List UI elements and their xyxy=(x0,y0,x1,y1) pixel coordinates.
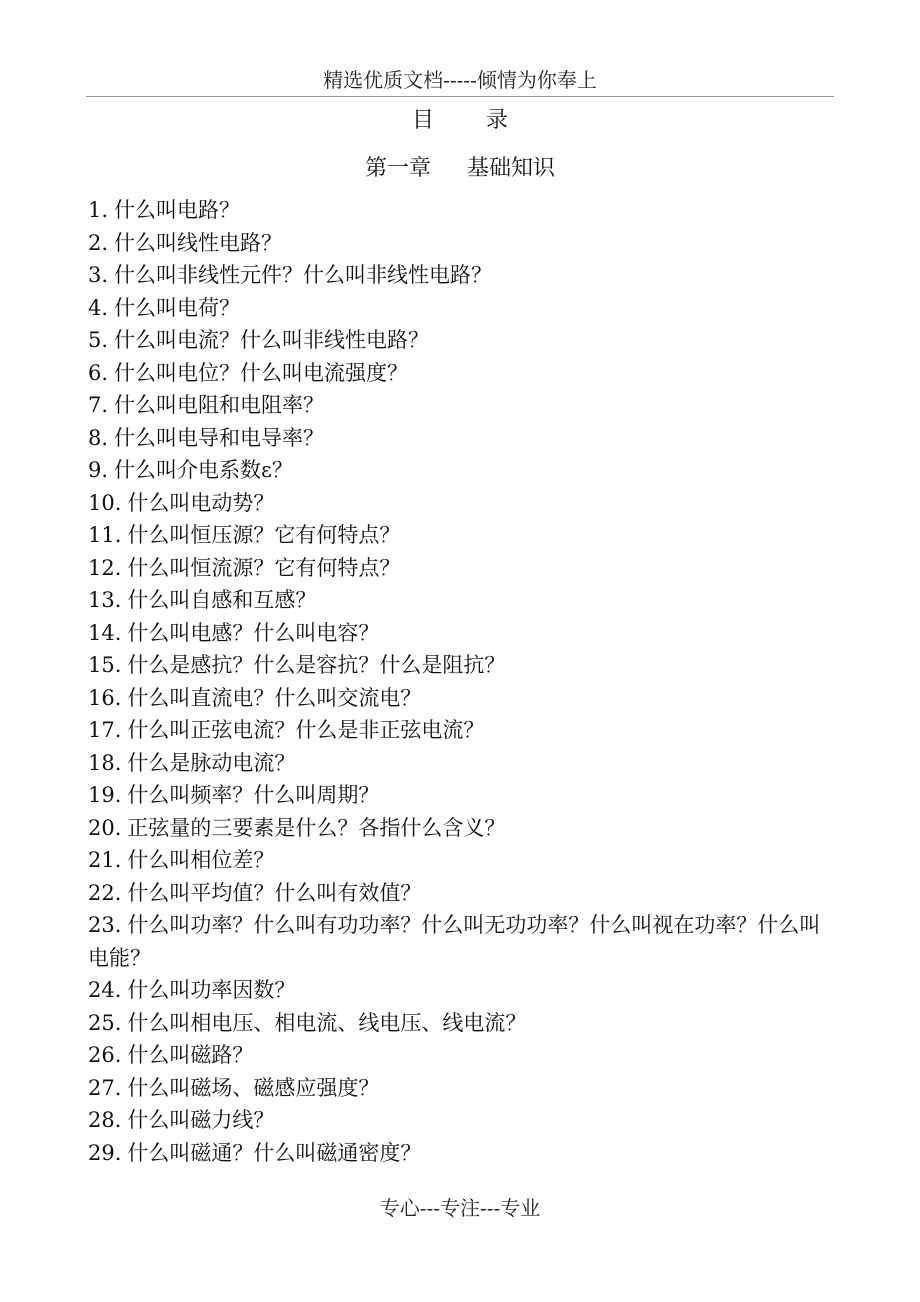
toc-item[interactable] xyxy=(88,682,836,715)
toc-item-number: 4. xyxy=(88,295,109,320)
toc-item-number: 19. xyxy=(88,783,122,807)
toc-item[interactable] xyxy=(88,1072,836,1105)
toc-item-number: 3. xyxy=(88,263,109,287)
toc-item-number: 12. xyxy=(88,555,122,580)
toc-item[interactable] xyxy=(88,259,836,292)
toc-item-text: 什么叫电导和电导率？ xyxy=(114,425,325,450)
toc-item-text: 什么是感抗？什么是容抗？什么是阻抗？ xyxy=(127,653,506,677)
header-divider xyxy=(86,96,834,97)
toc-item-text: 什么叫正弦电流？什么是非正弦电流？ xyxy=(127,718,485,742)
toc-item-text: 什么叫线性电路？ xyxy=(114,230,283,255)
toc-item-text: 什么叫电位？什么叫电流强度？ xyxy=(114,360,409,385)
toc-item[interactable] xyxy=(88,649,836,682)
toc-item-number: 8. xyxy=(88,425,109,450)
toc-item[interactable] xyxy=(88,844,836,877)
toc-item-text: 正弦量的三要素是什么？各指什么含义？ xyxy=(127,815,506,840)
toc-item-number: 26. xyxy=(88,1043,122,1067)
toc-item-text: 什么叫直流电？什么叫交流电？ xyxy=(127,685,422,710)
toc-item[interactable] xyxy=(88,1137,836,1170)
toc-item-text: 什么叫相电压、相电流、线电压、线电流？ xyxy=(127,1010,527,1035)
toc-item[interactable] xyxy=(88,487,836,520)
toc-item-text: 什么叫功率因数？ xyxy=(127,978,296,1002)
toc-item[interactable] xyxy=(88,747,836,780)
toc-item-text: 什么叫平均值？什么叫有效值？ xyxy=(127,880,422,905)
chapter-number: 第一章 xyxy=(364,156,431,181)
toc-item-text: 什么叫自感和互感？ xyxy=(127,588,317,612)
toc-item-number: 1. xyxy=(88,198,109,222)
toc-item-text: 什么叫电阻和电阻率？ xyxy=(114,393,325,417)
toc-item-number: 6. xyxy=(88,360,109,385)
page-footer: 专心---专注---专业 xyxy=(379,1196,541,1220)
toc-item-text: 什么叫磁路？ xyxy=(127,1043,254,1067)
toc-item[interactable] xyxy=(88,779,836,812)
toc-item-text: 什么叫非线性元件？什么叫非线性电路？ xyxy=(114,263,493,287)
toc-item[interactable] xyxy=(88,584,836,617)
toc-item-text: 什么叫频率？什么叫周期？ xyxy=(127,783,380,807)
toc-item[interactable] xyxy=(88,227,836,260)
toc-item-text: 什么叫磁场、磁感应强度？ xyxy=(127,1075,380,1100)
page-header: 精选优质文档-----倾情为你奉上 xyxy=(323,68,597,92)
toc-item-text: 什么叫恒流源？它有何特点？ xyxy=(127,555,401,580)
toc-item[interactable] xyxy=(88,552,836,585)
toc-item[interactable] xyxy=(88,974,836,1007)
toc-title-right: 录 xyxy=(486,108,509,133)
toc-item-text: 什么叫磁通？什么叫磁通密度？ xyxy=(127,1140,422,1165)
toc-item-number: 23. xyxy=(88,913,122,937)
toc-title-left: 目 xyxy=(411,108,434,133)
toc-item[interactable] xyxy=(88,877,836,910)
toc-item[interactable] xyxy=(88,1007,836,1040)
chapter-title xyxy=(0,152,920,186)
toc-item-number: 20. xyxy=(88,815,122,840)
toc-item-number: 10. xyxy=(88,490,122,515)
toc-item-text: 什么叫电感？什么叫电容？ xyxy=(127,620,380,645)
toc-item[interactable] xyxy=(88,357,836,390)
toc-item-number: 18. xyxy=(88,750,122,775)
toc-item-number: 5. xyxy=(88,328,109,352)
toc-item-text: 什么叫电荷？ xyxy=(114,295,241,320)
toc-item-text: 什么叫电路？ xyxy=(114,198,241,222)
toc-item[interactable] xyxy=(88,812,836,845)
toc-item[interactable] xyxy=(88,389,836,422)
toc-item-text: 什么叫磁力线？ xyxy=(127,1108,275,1132)
toc-item[interactable] xyxy=(88,909,836,974)
toc-item[interactable] xyxy=(88,454,836,487)
toc-item-number: 21. xyxy=(88,848,122,872)
toc-item-number: 29. xyxy=(88,1140,122,1165)
toc-item-text: 什么叫电动势？ xyxy=(127,490,275,515)
toc-item[interactable] xyxy=(88,519,836,552)
toc-item-text: 什么叫介电系数ε？ xyxy=(114,458,293,482)
toc-item-text: 什么叫电流？什么叫非线性电路？ xyxy=(114,328,430,352)
toc-item[interactable] xyxy=(88,714,836,747)
toc-item-number: 27. xyxy=(88,1075,122,1100)
toc-item-number: 16. xyxy=(88,685,122,710)
toc-item-number: 2. xyxy=(88,230,109,255)
toc-item-number: 13. xyxy=(88,588,122,612)
toc-list xyxy=(88,194,836,1169)
toc-item[interactable] xyxy=(88,194,836,227)
toc-item[interactable] xyxy=(88,324,836,357)
toc-item-text: 什么叫功率？什么叫有功功率？什么叫无功功率？什么叫视在功率？什么叫电能？ xyxy=(88,913,821,970)
toc-item-text: 什么是脉动电流？ xyxy=(127,750,296,775)
toc-item-number: 24. xyxy=(88,978,122,1002)
toc-item-number: 17. xyxy=(88,718,122,742)
toc-title xyxy=(0,104,920,138)
toc-item[interactable] xyxy=(88,1039,836,1072)
toc-item-number: 15. xyxy=(88,653,122,677)
toc-item[interactable] xyxy=(88,1104,836,1137)
toc-item-number: 11. xyxy=(88,523,122,547)
toc-item-number: 28. xyxy=(88,1108,122,1132)
toc-item-number: 25. xyxy=(88,1010,122,1035)
toc-item-text: 什么叫恒压源？它有何特点？ xyxy=(127,523,401,547)
toc-item-number: 14. xyxy=(88,620,122,645)
toc-item-number: 7. xyxy=(88,393,109,417)
chapter-name: 基础知识 xyxy=(467,156,556,181)
toc-item-text: 什么叫相位差？ xyxy=(127,848,275,872)
toc-item[interactable] xyxy=(88,422,836,455)
toc-item-number: 9. xyxy=(88,458,109,482)
toc-item[interactable] xyxy=(88,617,836,650)
toc-item-number: 22. xyxy=(88,880,122,905)
toc-item[interactable] xyxy=(88,292,836,325)
